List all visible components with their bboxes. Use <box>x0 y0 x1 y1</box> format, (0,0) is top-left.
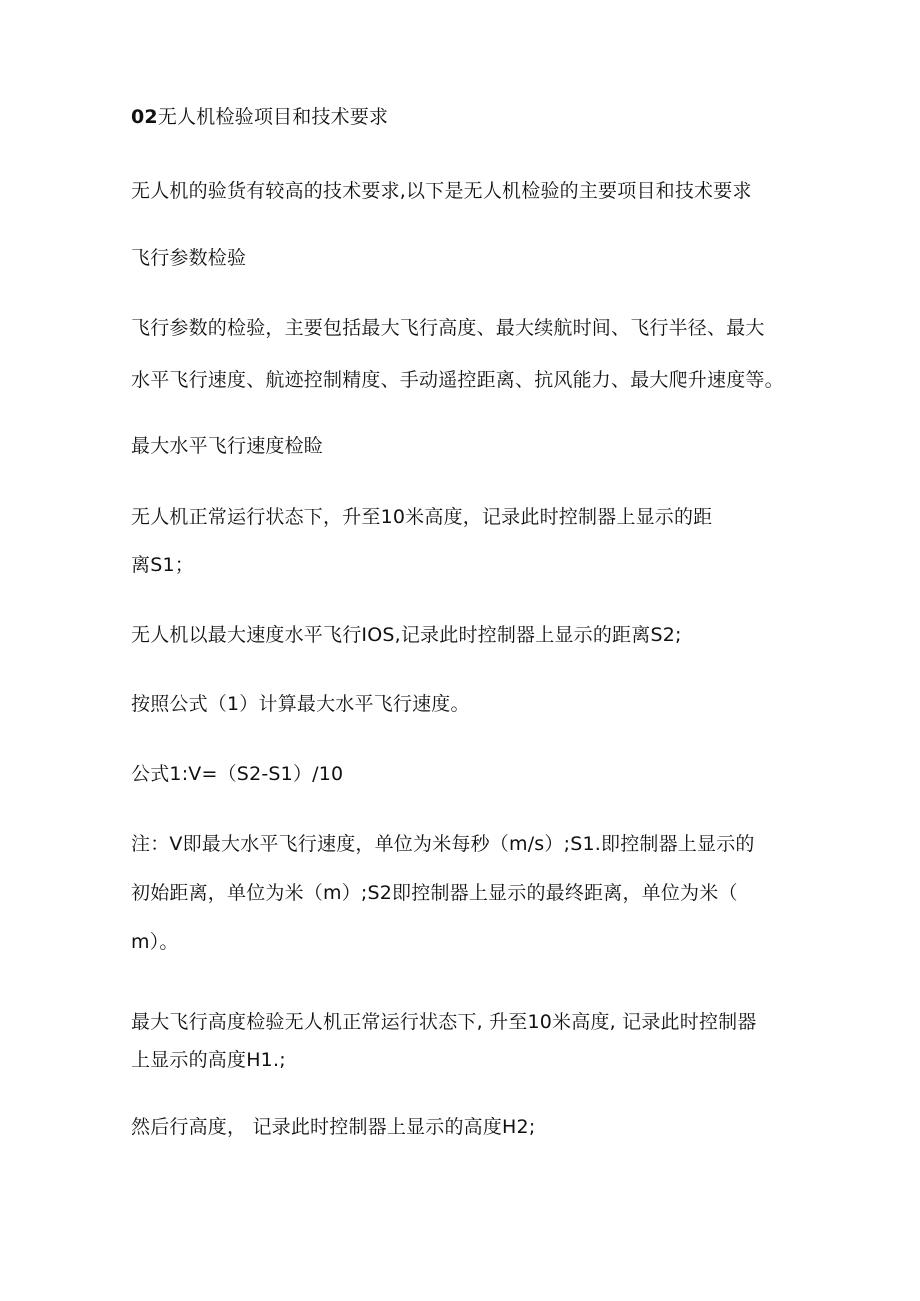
max-height-line2: 上显示的高度H1.; <box>131 1049 286 1071</box>
max-height-line1: 最大飞行高度检验无人机正常运行状态下, 升至10米高度, 记录此时控制器 <box>131 1011 757 1033</box>
section-heading <box>131 105 811 129</box>
max-height-line3: 然后行高度， 记录此时控制器上显示的高度H2; <box>131 1116 536 1138</box>
note-line2: 初始距离，单位为米（m）;S2即控制器上显示的最终距离，单位为米（ <box>131 882 738 904</box>
paragraph-flight-params-line1: 飞行参数的检验，主要包括最大飞行高度、最大续航时间、飞行半径、最大 <box>131 317 765 339</box>
subheading-max-speed: 最大水平飞行速度检睑 <box>131 435 324 457</box>
section-number: 02 <box>131 106 158 128</box>
subheading-flight-params: 飞行参数检验 <box>131 247 247 269</box>
paragraph-flight-params-line2: 水平飞行速度、航迹控制精度、手动遥控距离、抗风能力、最大爬升速度等。 <box>131 369 784 391</box>
step-3: 按照公式（1）计算最大水平飞行速度。 <box>131 693 470 715</box>
note-line3: m）。 <box>131 931 179 953</box>
step-1-line1: 无人机正常运行状态下，升至10米高度，记录此时控制器上显示的距 <box>131 506 713 528</box>
step-2: 无人机以最大速度水平飞行IOS,记录此时控制器上显示的距离S2; <box>131 624 682 646</box>
paragraph-intro: 无人机的验货有较高的技术要求,以下是无人机检验的主要项目和技术要求 <box>131 180 752 202</box>
section-title: 无人机检验项目和技术要求 <box>157 106 389 128</box>
step-1-line2: 离S1； <box>131 554 194 576</box>
note-line1: 注：V即最大水平飞行速度，单位为米每秒（m/s）;S1.即控制器上显示的 <box>131 833 755 855</box>
formula-1: 公式1:V=（S2-S1）/10 <box>131 763 344 785</box>
